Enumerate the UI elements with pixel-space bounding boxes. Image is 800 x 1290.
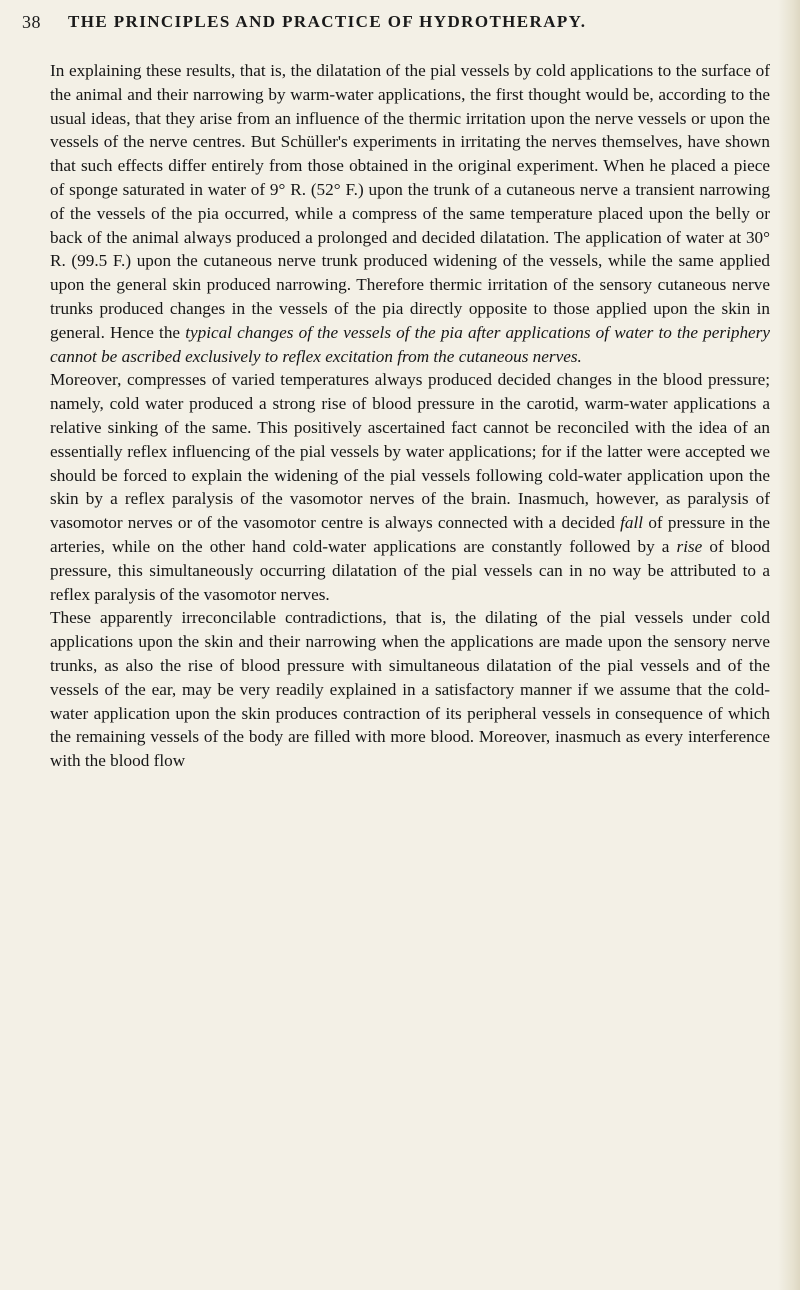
page-header	[22, 12, 742, 36]
text-segment: These apparently irreconcilable contradictions, that is, the dilating of the pial vessels under cold applications upon the skin and their narrowing when the applications are made upon the sensory nerve trunks, as also the rise of blood pressure with simultaneous dilatation of the pial vessels and of the vessels of the ear, may be very readily explained in a satisfactory manner if we assume that the cold-water application upon the skin produces contraction of its peripheral vessels in consequence of which the remaining vessels of the body are filled with more blood. Moreover, inasmuch as every interference with the blood flow	[50, 608, 770, 771]
italic-text: rise	[676, 536, 703, 556]
paragraph	[50, 368, 770, 606]
text-segment: In explaining these results, that is, the dilatation of the pial vessels by cold applications to the surface of the animal and their narrowing by warm-water applications, the first thought would be, according to the usual ideas, that they arise from an influence of the thermic irritation upon the nerve vessels or upon the vessels of the nerve centres. But Schüller's experiments in irritating the nerves themselves, have shown that such effects differ entirely from those obtained in the original experiment. When he placed a piece of sponge saturated in water of 9° R. (52° F.) upon the trunk of a cutaneous nerve a transient narrowing of the vessels of the pia occurred, while a compress of the same temperature placed upon the belly or back of the animal always produced a prolonged and decided dilatation. The application of water at 30° R. (99.5 F.) upon the cutaneous nerve trunk produced widening of the vessels, while the same applied upon the general skin produced narrowing. Therefore thermic irritation of the sensory cutaneous nerve trunks produced changes in the vessels of the pia directly opposite to those applied upon the skin in general. Hence the	[50, 61, 770, 342]
text-segment: of pressure in the arteries, while on the other hand cold-water applications are constantly followed by a	[50, 513, 770, 556]
paragraph	[50, 59, 770, 368]
running-head: THE PRINCIPLES AND PRACTICE OF HYDROTHERAPY.	[68, 12, 587, 31]
italic-text: typical changes of the vessels of the pia after applications of water to the periphery cannot be ascribed exclusively to reflex excitation from the cutaneous nerves.	[50, 322, 770, 366]
text-segment: of blood pressure, this simultaneously occurring dilatation of the pial vessels can in no way be attributed to a reflex paralysis of the vasomotor nerves.	[50, 536, 770, 604]
page-number: 38	[22, 12, 41, 32]
page-edge-shadow	[778, 0, 800, 1290]
text-segment: Moreover, compresses of varied temperatures always produced decided changes in the blood pressure; namely, cold water produced a strong rise of blood pressure in the carotid, warm-water applications a relative sinking of the same. This positively ascertained fact cannot be reconciled with the idea of an essentially reflex influencing of the pial vessels by water applications; for if the latter were accepted we should be forced to explain the widening of the pial vessels following cold-water application upon the skin by a reflex paralysis of the vasomotor nerves of the brain. Inasmuch, however, as paralysis of vasomotor nerves or of the vasomotor centre is always connected with a decided	[50, 370, 770, 533]
italic-text: fall	[620, 513, 644, 533]
body-text	[50, 59, 770, 773]
paragraph	[50, 606, 770, 773]
